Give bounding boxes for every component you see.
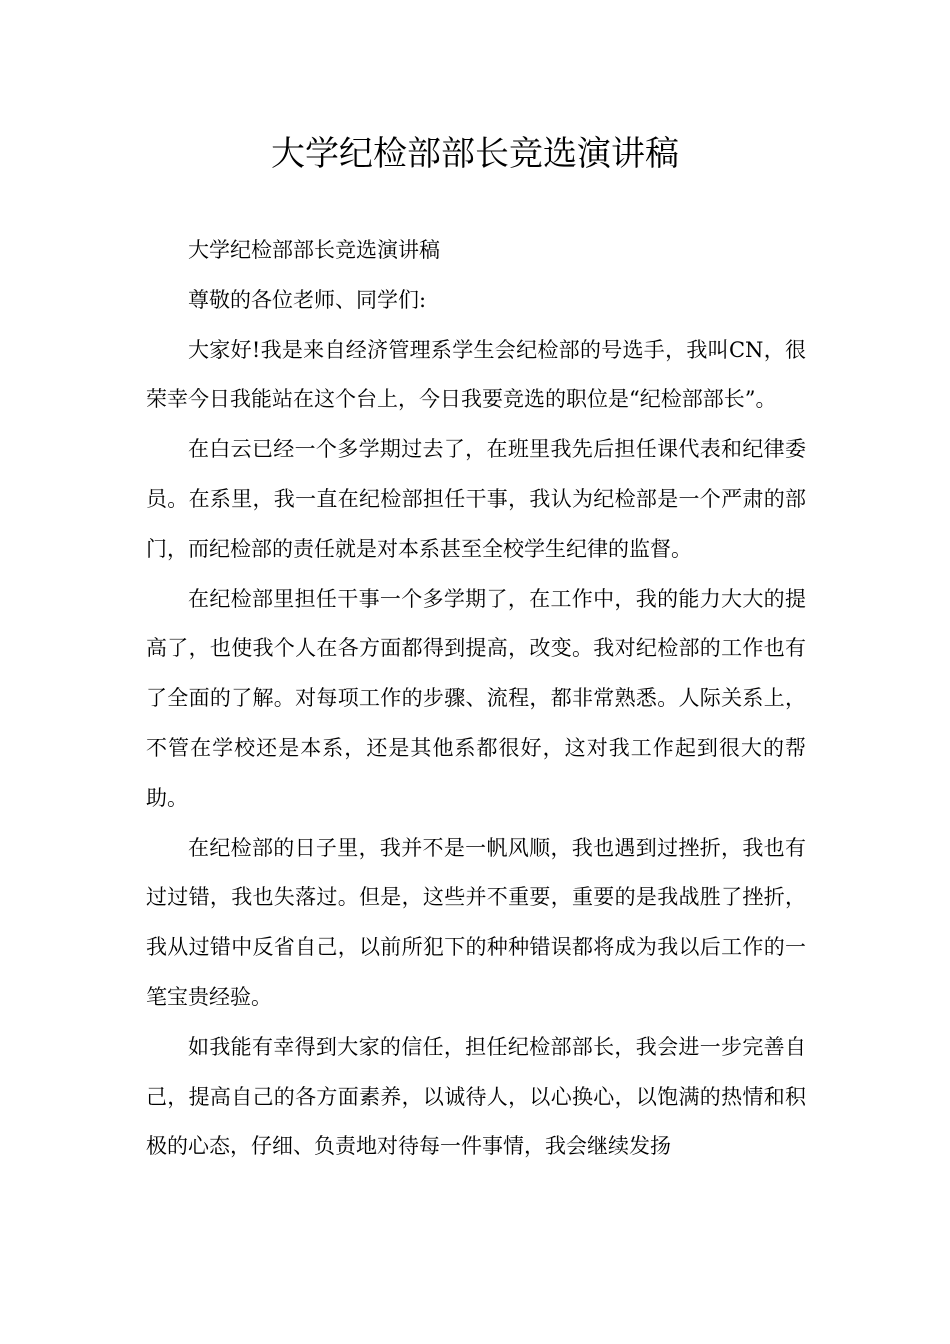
document-body [146,226,806,1172]
paragraph-experience: 在纪检部里担任干事一个多学期了，在工作中，我的能力大大的提高了，也使我个人在各方面都得到提高，改变。我对纪检部的工作也有了全面的了解。对每项工作的步骤、流程，都非常熟悉。人际关系上，不管在学校还是本系，还是其他系都很好，这对我工作起到很大的帮助。 [146,586,806,810]
paragraph-setbacks: 在纪检部的日子里，我并不是一帆风顺，我也遇到过挫折，我也有过过错，我也失落过。但是，这些并不重要，重要的是我战胜了挫折，我从过错中反省自己，以前所犯下的种种错误都将成为我以后工作的一笔宝贵经验。 [146,835,806,1009]
paragraph-background: 在白云已经一个多学期过去了，在班里我先后担任课代表和纪律委员。在系里，我一直在纪检部担任干事，我认为纪检部是一个严肃的部门，而纪检部的责任就是对本系甚至全校学生纪律的监督。 [146,437,806,561]
document-title: 大学纪检部部长竞选演讲稿 [271,134,679,174]
paragraph-commitment: 如我能有幸得到大家的信任，担任纪检部部长，我会进一步完善自己，提高自己的各方面素养，以诚待人，以心换心，以饱满的热情和积极的心态，仔细、负责地对待每一件事情，我会继续发扬 [146,1034,806,1159]
paragraph-subtitle: 大学纪检部部长竞选演讲稿 [188,238,440,262]
paragraph-salutation: 尊敬的各位老师、同学们: [188,287,427,312]
paragraph-introduction: 大家好!我是来自经济管理系学生会纪检部的号选手，我叫CN，很荣幸今日我能站在这个台上，今日我要竞选的职位是“纪检部部长”。 [146,337,806,412]
